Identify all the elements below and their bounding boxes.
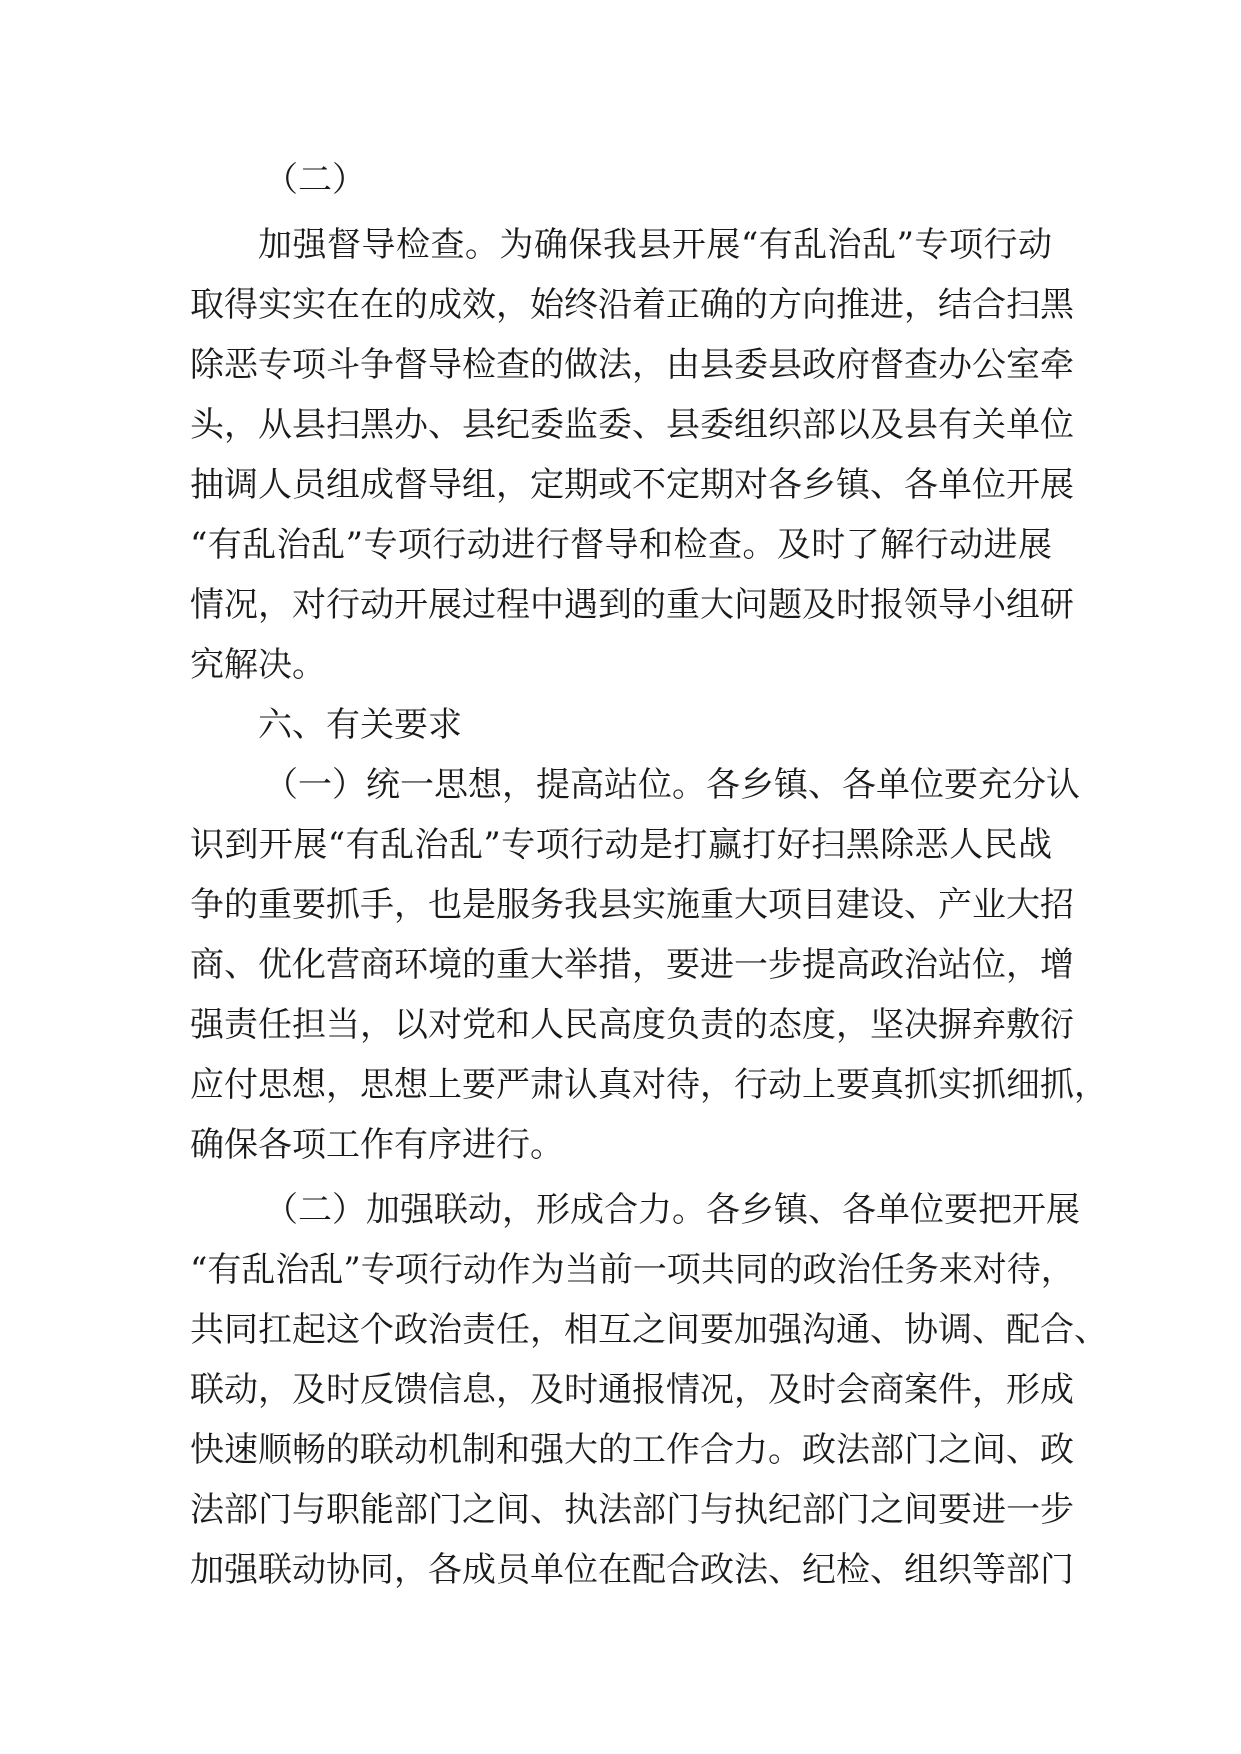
section-number: （二） <box>264 160 366 200</box>
paragraph-line: （一）统一思想，提高站位。各乡镇、各单位要充分认 <box>264 765 1080 805</box>
paragraph-line: 加强联动协同，各成员单位在配合政法、纪检、组织等部门 <box>190 1550 1074 1590</box>
paragraph-line: 强责任担当，以对党和人民高度负责的态度，坚决摒弃敷衍 <box>190 1005 1074 1045</box>
paragraph-line: 快速顺畅的联动机制和强大的工作合力。政法部门之间、政 <box>190 1430 1074 1470</box>
paragraph-line: 抽调人员组成督导组，定期或不定期对各乡镇、各单位开展 <box>190 465 1074 505</box>
section-heading: 六、有关要求 <box>258 705 462 745</box>
paragraph-line: 取得实实在在的成效，始终沿着正确的方向推进，结合扫黑 <box>190 285 1074 325</box>
paragraph-line: 除恶专项斗争督导检查的做法，由县委县政府督查办公室牵 <box>190 345 1074 385</box>
paragraph-line: 应付思想，思想上要严肃认真对待，行动上要真抓实抓细抓， <box>190 1065 1108 1105</box>
paragraph-line: 确保各项工作有序进行。 <box>190 1125 564 1165</box>
paragraph-line: 究解决。 <box>190 645 326 685</box>
paragraph-line: 商、优化营商环境的重大举措，要进一步提高政治站位，增 <box>190 945 1074 985</box>
paragraph-line: 识到开展“有乱治乱”专项行动是打赢打好扫黑除恶人民战 <box>190 825 1052 865</box>
paragraph-line: “有乱治乱”专项行动进行督导和检查。及时了解行动进展 <box>190 525 1052 565</box>
paragraph-line: 共同扛起这个政治责任，相互之间要加强沟通、协调、配合、 <box>190 1310 1108 1350</box>
paragraph-line: 加强督导检查。为确保我县开展“有乱治乱”专项行动 <box>258 225 1052 265</box>
paragraph-line: “有乱治乱”专项行动作为当前一项共同的政治任务来对待， <box>190 1250 1075 1290</box>
paragraph-line: 头，从县扫黑办、县纪委监委、县委组织部以及县有关单位 <box>190 405 1074 445</box>
paragraph-line: （二）加强联动，形成合力。各乡镇、各单位要把开展 <box>264 1190 1080 1230</box>
paragraph-line: 争的重要抓手，也是服务我县实施重大项目建设、产业大招 <box>190 885 1074 925</box>
paragraph-line: 联动，及时反馈信息，及时通报情况，及时会商案件，形成 <box>190 1370 1074 1410</box>
paragraph-line: 法部门与职能部门之间、执法部门与执纪部门之间要进一步 <box>190 1490 1074 1530</box>
paragraph-line: 情况，对行动开展过程中遇到的重大问题及时报领导小组研 <box>190 585 1074 625</box>
